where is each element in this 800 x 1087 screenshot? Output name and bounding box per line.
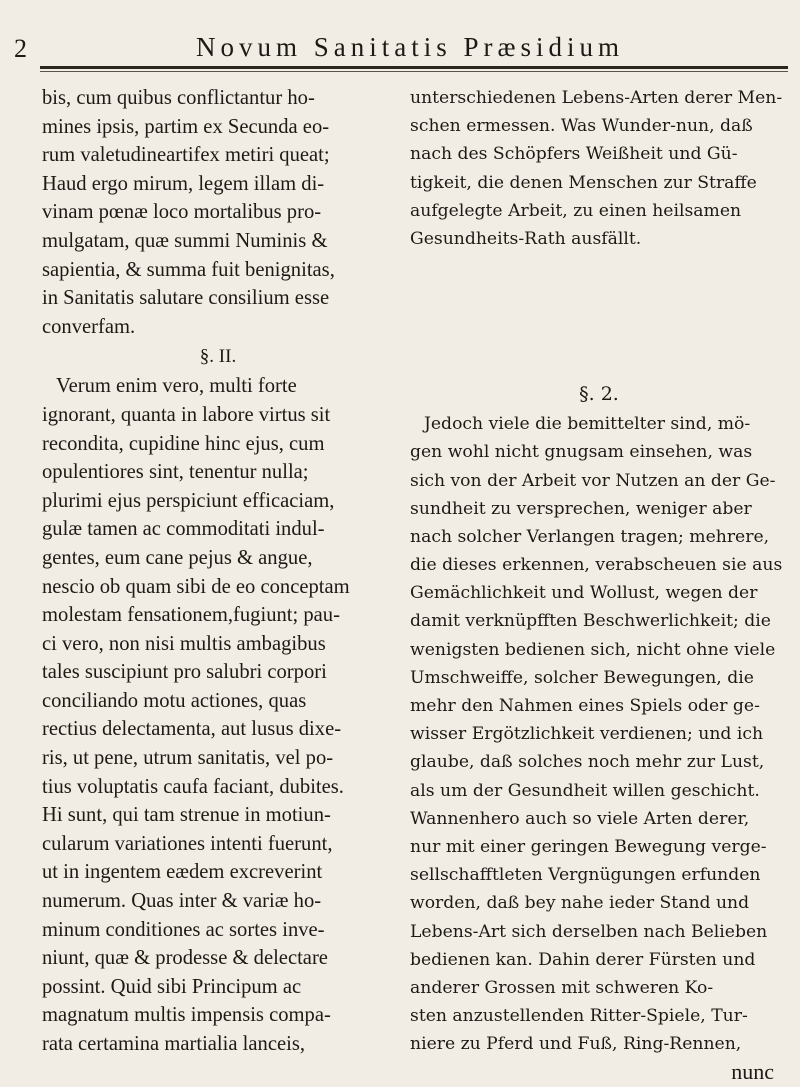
text-line: aufgelegte Arbeit, zu einen heilsamen (410, 200, 742, 221)
text-line: die dieses erkennen, verabscheuen sie aus (410, 555, 783, 576)
text-line: rata certamina martialia lanceis, (42, 1033, 305, 1055)
text-line: Umschweiffe, solcher Bewegungen, die (410, 667, 754, 688)
text-line: gen wohl nicht gnugsam einsehen, was (410, 442, 753, 463)
text-line: Jedoch viele die bemittelter sind, mö- (424, 414, 751, 435)
text-line: wenigsten bedienen sich, nicht ohne viele (410, 639, 776, 660)
running-head: Novum Sanitatis Præsidium (196, 32, 625, 62)
text-line: ris, ut pene, utrum sanitatis, vel po- (42, 747, 334, 770)
text-line: tigkeit, die denen Menschen zur Straffe (410, 172, 757, 193)
text-line: bis, cum quibus conflictantur ho- (42, 87, 315, 109)
text-line: sten anzustellenden Ritter-Spiele, Tur- (410, 1006, 748, 1027)
text-line: Lebens-Art sich derselben nach Belieben (410, 921, 768, 942)
text-line: numerum. Quas inter & variæ ho- (42, 890, 322, 913)
text-line: tales suscipiunt pro salubri corpori (42, 661, 327, 684)
text-line: Haud ergo mirum, legem illam di- (42, 172, 325, 195)
text-line: rum valetudineartifex metiri queat; (42, 144, 330, 167)
text-line: sellschafftleten Vergnügungen erfunden (410, 865, 761, 886)
header-rule (40, 66, 788, 69)
text-line: ignorant, quanta in labore virtus sit (42, 403, 331, 426)
text-line: tius voluptatis caufa faciant, dubites. (42, 775, 344, 798)
text-line: ci vero, non nisi multis ambagibus (42, 632, 326, 655)
text-line: Wannenhero auch so viele Arten derer, (410, 808, 750, 829)
text-line: gulæ tamen ac commoditati indul- (42, 518, 325, 541)
text-line: schen ermessen. Was Wunder-nun, daß (410, 116, 753, 137)
text-line: in Sanitatis salutare consilium esse (42, 287, 330, 310)
page-header (0, 28, 800, 68)
text-line: Verum enim vero, multi forte (56, 375, 297, 398)
text-line: damit verknüpfften Beschwerlichkeit; die (410, 611, 771, 632)
text-line: plurimi ejus perspiciunt efficaciam, (42, 489, 335, 512)
text-line: magnatum multis impensis compa- (42, 1004, 331, 1027)
text-line: glaube, daß solches noch mehr zur Lust, (410, 752, 765, 773)
text-line: mines ipsis, partim ex Secunda eo- (42, 115, 330, 138)
latin-column (42, 84, 394, 1059)
text-line: mehr den Nahmen eines Spiels oder ge- (410, 696, 760, 716)
text-line: sundheit zu versprechen, weniger aber (410, 498, 752, 519)
text-line: bedienen kan. Dahin derer Fürsten und (410, 949, 756, 970)
text-line: sapientia, & summa fuit benignitas, (42, 258, 335, 281)
catchword: nunc (731, 1059, 774, 1085)
text-line: molestam fensationem,fugiunt; pau- (42, 604, 340, 627)
text-line: gentes, eum cane pejus & angue, (42, 546, 313, 569)
text-line: recondita, cupidine hinc ejus, cum (42, 432, 325, 455)
text-line: minum conditiones ac sortes inve- (42, 918, 325, 941)
text-line: cularum variationes intenti fuerunt, (42, 832, 333, 855)
text-line: sich von der Arbeit vor Nutzen an der Ge- (410, 470, 776, 491)
section-heading-german: §. 2. (579, 383, 619, 406)
text-line: conciliando motu actiones, quas (42, 689, 307, 712)
header-rule-thin (40, 71, 788, 72)
text-line: ut in ingentem eædem excreverint (42, 861, 323, 884)
text-line: Hi sunt, qui tam strenue in motiun- (42, 804, 331, 827)
page-number: 2 (14, 34, 27, 63)
text-line: Gesundheits-Rath ausfällt. (410, 228, 642, 249)
text-line: nescio ob quam sibi de eo conceptam (42, 575, 350, 598)
german-column (410, 84, 788, 1087)
text-line: niunt, quæ & prodesse & delectare (42, 947, 328, 970)
text-line: rectius delectamenta, aut lusus dixe- (42, 718, 342, 741)
text-line: niere zu Pferd und Fuß, Ring-Rennen, (410, 1034, 742, 1055)
text-line: Gemächlichkeit und Wollust, wegen der (410, 583, 758, 604)
text-line: nur mit einer geringen Bewegung verge- (410, 836, 767, 857)
text-line: anderer Grossen mit schweren Ko- (410, 977, 714, 998)
text-line: possint. Quid sibi Principum ac (42, 975, 302, 998)
text-line: mulgatam, quæ summi Numinis & (42, 229, 328, 252)
text-line: nach des Schöpfers Weißheit und Gü- (410, 144, 738, 165)
text-line: vinam pœnæ loco mortalibus pro- (42, 201, 322, 224)
text-line: opulentiores sint, tenentur nulla; (42, 461, 309, 484)
text-line: nach solcher Verlangen tragen; mehrere, (410, 526, 770, 547)
text-line: worden, daß bey nahe ieder Stand und (410, 893, 750, 914)
text-line: als um der Gesundheit willen geschicht. (410, 780, 760, 801)
text-line: unterschiedenen Lebens-Arten derer Men- (410, 88, 783, 108)
section-heading-latin: §. II. (199, 346, 237, 368)
text-line: wisser Ergötzlichkeit verdienen; und ich (410, 724, 764, 745)
text-line: converfam. (42, 315, 136, 338)
